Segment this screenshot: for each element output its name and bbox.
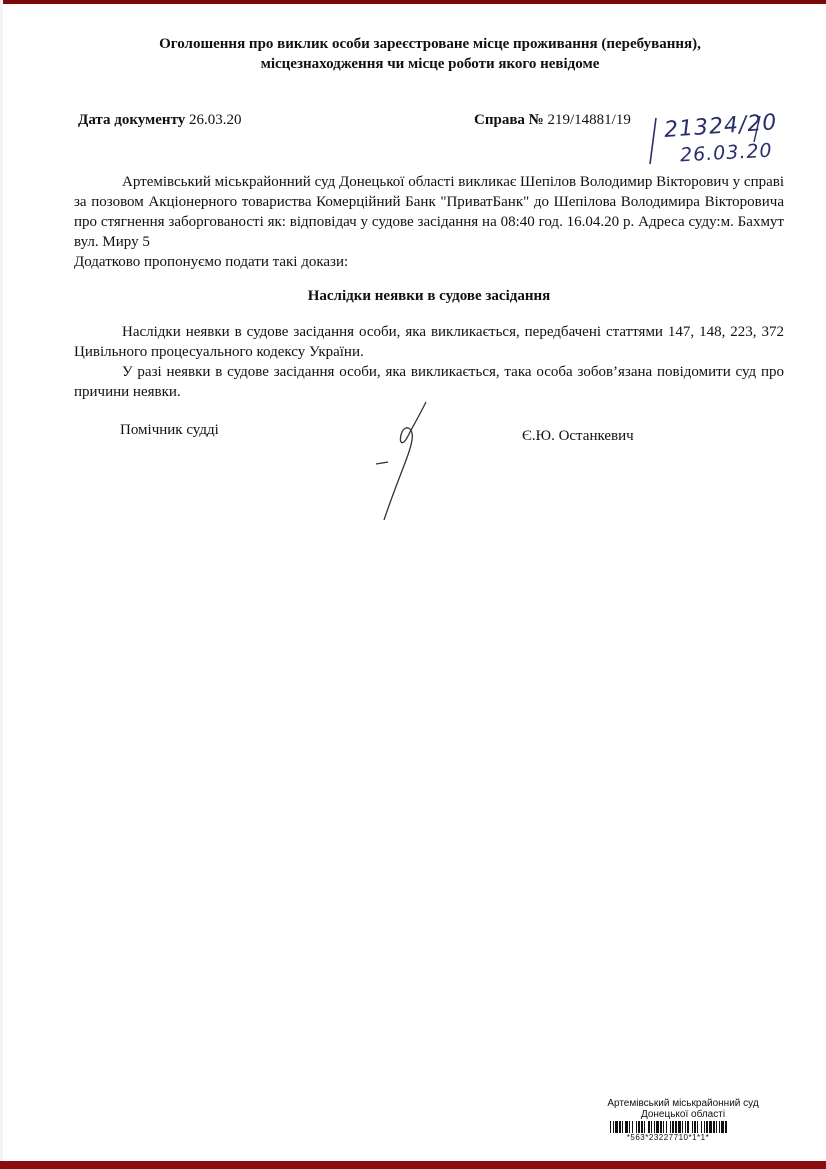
document-title <box>60 34 800 74</box>
case-label: Справа № <box>474 112 544 128</box>
signer-name: Є.Ю. Останкевич <box>522 428 634 444</box>
evidence-paragraph: Додатково пропонуємо подати такі докази: <box>74 254 349 270</box>
handwritten-number: 21324/20 <box>663 110 779 143</box>
date-label: Дата документу <box>78 112 186 128</box>
document-date <box>78 112 242 129</box>
consequences-paragraph: Наслідки неявки в судове засідання особи, яка викликається, передбачені статтями 147, 148, 223, 372 Цивільного процесуального кодексу України. <box>74 324 784 360</box>
scan-edge-bottom <box>0 1161 826 1169</box>
court-barcode-stamp <box>530 1098 806 1142</box>
notification-paragraph: У разі неявки в судове засідання особи, яка викликається, така особа зобов’язана повідомити суд про причини неявки. <box>74 364 784 400</box>
stamp-court-name: Артемівський міськрайонний суд <box>607 1098 759 1109</box>
handwritten-registration-note <box>640 112 790 174</box>
signer-role: Помічник судді <box>120 422 219 438</box>
section-title: Наслідки неявки в судове засідання <box>307 288 551 304</box>
date-value: 26.03.20 <box>189 112 242 128</box>
stamp-region: Донецької області <box>640 1109 726 1120</box>
scan-edge-top <box>0 0 826 4</box>
barcode-bar <box>725 1121 727 1133</box>
handwritten-date: 26.03.20 <box>679 139 774 167</box>
scan-edge-left <box>0 0 3 1169</box>
summons-paragraph: Артемівський міськрайонний суд Донецької області викликає Шепілов Володимир Вікторович у справі за позовом Акціонерного товариства Комерційний Банк "ПриватБанк" до Шепілова Володимира Вікторовича про стягнення заборгованості як: відповідач у судове засідання на 08:40 год. 16.04.20 р. Адреса суду:м. Бахмут вул. Миру 5 <box>74 174 785 250</box>
barcode <box>530 1121 806 1133</box>
handwritten-signature-icon <box>368 398 438 522</box>
barcode-number: *563*23227710*1*1* <box>626 1133 710 1142</box>
title-line-1: Оголошення про виклик особи зареєстроване місце проживання (перебування), <box>159 36 701 52</box>
case-number <box>474 112 631 129</box>
case-value: 219/14881/19 <box>547 112 631 128</box>
title-line-2: місцезнаходження чи місце роботи якого невідоме <box>260 56 600 72</box>
